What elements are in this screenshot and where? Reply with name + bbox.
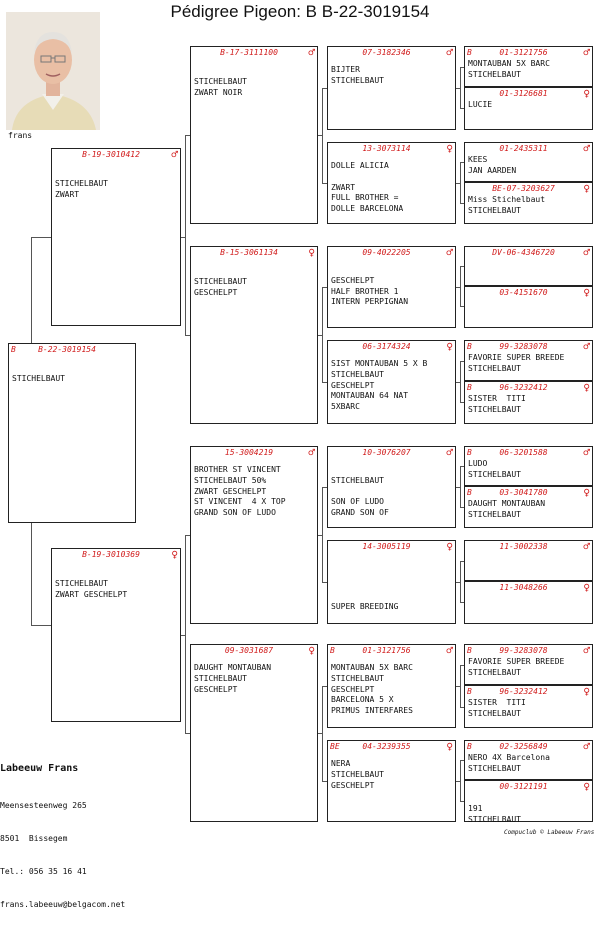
owner-address: Meensesteenweg 265 bbox=[0, 801, 87, 810]
sex-icon: ♂ bbox=[583, 540, 590, 553]
ring-number: 99-3283078 bbox=[499, 646, 548, 655]
pigeon-description: LUDO STICHELBAUT bbox=[468, 459, 521, 479]
ring-number: 11-3048266 bbox=[499, 583, 548, 592]
ring-header bbox=[193, 646, 315, 656]
ring-number: 06-3201588 bbox=[499, 448, 548, 457]
connector-line bbox=[322, 487, 327, 488]
ring-number: B-19-3010369 bbox=[82, 550, 140, 559]
country-prefix: B bbox=[467, 342, 472, 351]
pigeon-card-fmm bbox=[327, 340, 456, 424]
sex-icon: ♂ bbox=[583, 246, 590, 259]
pigeon-description: STICHELBAUT bbox=[12, 374, 65, 383]
pigeon-card-ffff bbox=[464, 46, 593, 87]
connector-line bbox=[185, 335, 190, 336]
sex-icon: ♂ bbox=[308, 446, 315, 459]
connector-line bbox=[460, 665, 464, 666]
ring-number: B-17-3111100 bbox=[220, 48, 278, 57]
sex-icon: ♀ bbox=[583, 780, 590, 793]
sex-icon: ♂ bbox=[308, 46, 315, 59]
ring-header bbox=[193, 448, 315, 458]
pigeon-description: STICHELBAUT ZWART GESCHELPT bbox=[55, 579, 128, 599]
connector-line bbox=[185, 535, 190, 536]
pigeon-description: FAVORIE SUPER BREEDE STICHELBAUT bbox=[468, 353, 565, 373]
connector-line bbox=[322, 686, 323, 781]
country-prefix: B bbox=[467, 646, 472, 655]
connector-line bbox=[460, 361, 461, 402]
connector-line bbox=[322, 88, 327, 89]
ring-header bbox=[467, 687, 590, 697]
country-prefix: B bbox=[467, 687, 472, 696]
pigeon-description: DAUGHT MONTAUBAN STICHELBAUT bbox=[468, 499, 546, 519]
ring-header bbox=[467, 89, 590, 99]
ring-header bbox=[467, 448, 590, 458]
ring-header bbox=[467, 742, 590, 752]
pigeon-card-fff bbox=[327, 46, 456, 130]
sex-icon: ♀ bbox=[583, 381, 590, 394]
sex-icon: ♂ bbox=[583, 142, 590, 155]
ring-header bbox=[193, 48, 315, 58]
pigeon-card-fmfm bbox=[464, 286, 593, 328]
ring-number: DV-06-4346720 bbox=[492, 248, 555, 257]
connector-line bbox=[460, 801, 464, 802]
sex-icon: ♂ bbox=[583, 46, 590, 59]
connector-line bbox=[31, 523, 32, 626]
ring-header bbox=[330, 48, 453, 58]
connector-line bbox=[185, 135, 186, 335]
ring-header bbox=[330, 144, 453, 154]
connector-line bbox=[460, 760, 461, 801]
pigeon-description: SIST MONTAUBAN 5 X B STICHELBAUT GESCHELPT MONTAUBAN 64 NAT 5XBARC bbox=[331, 359, 428, 412]
pigeon-card-mfmf bbox=[464, 540, 593, 581]
pigeon-description: STICHELBAUT GESCHELPT bbox=[194, 277, 247, 297]
pigeon-description: BROTHER ST VINCENT STICHELBAUT 50% ZWART GESCHELPT ST VINCENT 4 X TOP GRAND SON OF LUDO bbox=[194, 465, 286, 518]
sex-icon: ♂ bbox=[446, 644, 453, 657]
sex-icon: ♀ bbox=[583, 286, 590, 299]
connector-line bbox=[460, 361, 464, 362]
connector-line bbox=[460, 760, 464, 761]
pigeon-card-ffm bbox=[327, 142, 456, 224]
ring-number: 09-4022205 bbox=[362, 248, 411, 257]
country-prefix: B bbox=[467, 488, 472, 497]
pigeon-description: STICHELBAUT SON OF LUDO GRAND SON OF bbox=[331, 475, 389, 518]
ring-number: 00-3121191 bbox=[499, 782, 548, 791]
connector-line bbox=[460, 266, 464, 267]
pigeon-card-mmfm bbox=[464, 685, 593, 728]
ring-number: 01-2435311 bbox=[499, 144, 548, 153]
pigeon-card-f bbox=[51, 148, 181, 326]
ring-number: 07-3182346 bbox=[362, 48, 411, 57]
sex-icon: ♀ bbox=[446, 740, 453, 753]
pigeon-card-mfm bbox=[327, 540, 456, 624]
pigeon-card-fffm bbox=[464, 87, 593, 130]
pigeon-card-fm bbox=[190, 246, 318, 424]
pigeon-card-ffmf bbox=[464, 142, 593, 182]
ring-number: 02-3256849 bbox=[499, 742, 548, 751]
connector-line bbox=[460, 602, 464, 603]
sex-icon: ♀ bbox=[446, 142, 453, 155]
pigeon-card-mfff bbox=[464, 446, 593, 486]
country-prefix: B bbox=[467, 383, 472, 392]
ring-number: 96-3232412 bbox=[499, 383, 548, 392]
ring-header bbox=[11, 345, 133, 355]
sex-icon: ♂ bbox=[446, 246, 453, 259]
connector-line bbox=[185, 733, 190, 734]
pigeon-description: NERO 4X Barcelona STICHELBAUT bbox=[468, 753, 550, 773]
owner-photo bbox=[6, 12, 100, 130]
country-prefix: B bbox=[11, 345, 16, 354]
pigeon-description: DOLLE ALICIA ZWART FULL BROTHER = DOLLE BARCELONA bbox=[331, 161, 404, 214]
connector-line bbox=[460, 266, 461, 306]
connector-line bbox=[322, 183, 327, 184]
sex-icon: ♀ bbox=[308, 644, 315, 657]
pigeon-description: SISTER TITI STICHELBAUT bbox=[468, 394, 526, 414]
pigeon-card-mmm bbox=[327, 740, 456, 822]
ring-header bbox=[467, 383, 590, 393]
ring-header bbox=[330, 742, 453, 752]
sex-icon: ♀ bbox=[446, 340, 453, 353]
pigeon-card-mfmm bbox=[464, 581, 593, 624]
sex-icon: ♀ bbox=[308, 246, 315, 259]
ring-header bbox=[467, 583, 590, 593]
connector-line bbox=[460, 466, 464, 467]
pigeon-card-fmff bbox=[464, 246, 593, 286]
pigeon-card-fmmm bbox=[464, 381, 593, 424]
pigeon-description: MONTAUBAN 5X BARC STICHELBAUT GESCHELPT BARCELONA 5 X PRIMUS INTERFARES bbox=[331, 663, 413, 716]
owner-tel: Tel.: 056 35 16 41 bbox=[0, 867, 87, 876]
pigeon-description: FAVORIE SUPER BREEDE STICHELBAUT bbox=[468, 657, 565, 677]
ring-number: 11-3002338 bbox=[499, 542, 548, 551]
pigeon-description: Miss Stichelbaut STICHELBAUT bbox=[468, 195, 546, 215]
ring-number: 14-3005119 bbox=[362, 542, 411, 551]
pigeon-card-m bbox=[51, 548, 181, 722]
ring-number: 96-3232412 bbox=[499, 687, 548, 696]
pigeon-description: DAUGHT MONTAUBAN STICHELBAUT GESCHELPT bbox=[194, 663, 272, 694]
ring-number: 09-3031687 bbox=[224, 646, 274, 655]
ring-header bbox=[467, 542, 590, 552]
connector-line bbox=[322, 382, 327, 383]
ring-header bbox=[467, 288, 590, 298]
ring-header bbox=[467, 646, 590, 656]
ring-number: 10-3076207 bbox=[362, 448, 411, 457]
connector-line bbox=[322, 686, 327, 687]
connector-line bbox=[460, 466, 461, 507]
connector-line bbox=[460, 707, 464, 708]
ring-number: B-15-3061134 bbox=[220, 248, 278, 257]
pigeon-card-mmf bbox=[327, 644, 456, 728]
country-prefix: B bbox=[467, 742, 472, 751]
sex-icon: ♂ bbox=[583, 740, 590, 753]
connector-line bbox=[460, 402, 464, 403]
ring-header bbox=[467, 342, 590, 352]
ring-header bbox=[54, 150, 178, 160]
connector-line bbox=[460, 507, 464, 508]
ring-header bbox=[330, 542, 453, 552]
ring-number: 03-4151670 bbox=[499, 288, 548, 297]
pigeon-card-ff bbox=[190, 46, 318, 224]
connector-line bbox=[31, 237, 51, 238]
pigeon-card-fmf bbox=[327, 246, 456, 328]
connector-line bbox=[460, 162, 461, 203]
country-prefix: BE bbox=[330, 742, 340, 751]
owner-info bbox=[0, 763, 125, 932]
ring-number: 01-3121756 bbox=[499, 48, 548, 57]
footer-credit: Compuclub © Labeeuw Frans bbox=[504, 829, 595, 836]
ring-header bbox=[330, 342, 453, 352]
page-title: Pédigree Pigeon: B B-22-3019154 bbox=[170, 2, 430, 21]
sex-icon: ♂ bbox=[583, 340, 590, 353]
pigeon-card-main bbox=[8, 343, 136, 523]
pigeon-card-mffm bbox=[464, 486, 593, 528]
pigeon-description: SISTER TITI STICHELBAUT bbox=[468, 698, 526, 718]
ring-header bbox=[330, 448, 453, 458]
connector-line bbox=[322, 287, 323, 382]
connector-line bbox=[460, 67, 461, 108]
pigeon-card-fmmf bbox=[464, 340, 593, 381]
country-prefix: B bbox=[467, 48, 472, 57]
pigeon-card-mmmm bbox=[464, 780, 593, 822]
pigeon-card-mmmf bbox=[464, 740, 593, 780]
country-prefix: B bbox=[330, 646, 335, 655]
connector-line bbox=[322, 582, 327, 583]
connector-line bbox=[460, 162, 464, 163]
pigeon-card-ffmm bbox=[464, 182, 593, 224]
sex-icon: ♀ bbox=[583, 685, 590, 698]
ring-number: 15-3004219 bbox=[224, 448, 274, 457]
ring-header bbox=[467, 184, 590, 194]
ring-number: BE-07-3203627 bbox=[492, 184, 555, 193]
sex-icon: ♂ bbox=[583, 644, 590, 657]
ring-header bbox=[467, 782, 590, 792]
connector-line bbox=[31, 237, 32, 343]
connector-line bbox=[460, 203, 464, 204]
pigeon-card-mmff bbox=[464, 644, 593, 685]
connector-line bbox=[322, 88, 323, 183]
country-prefix: B bbox=[467, 448, 472, 457]
pigeon-description: NERA STICHELBAUT GESCHELPT bbox=[331, 759, 384, 790]
ring-header bbox=[467, 248, 590, 258]
pigeon-description: GESCHELPT HALF BROTHER 1 INTERN PERPIGNAN bbox=[331, 275, 409, 307]
ring-header bbox=[193, 248, 315, 258]
pigeon-description: KEES JAN AARDEN bbox=[468, 155, 517, 175]
connector-line bbox=[322, 287, 327, 288]
pigeon-description: STICHELBAUT ZWART NOIR bbox=[194, 77, 247, 97]
pigeon-card-mm bbox=[190, 644, 318, 822]
pigeon-description: SUPER BREEDING bbox=[331, 602, 399, 612]
sex-icon: ♂ bbox=[171, 148, 178, 161]
connector-line bbox=[460, 67, 464, 68]
sex-icon: ♂ bbox=[446, 446, 453, 459]
pigeon-description: STICHELBAUT ZWART bbox=[55, 179, 108, 199]
ring-header bbox=[467, 48, 590, 58]
ring-number: 13-3073114 bbox=[362, 144, 411, 153]
ring-number: 01-3121756 bbox=[362, 646, 411, 655]
pigeon-description: 191 STICHELBAUT bbox=[468, 803, 521, 824]
sex-icon: ♀ bbox=[583, 182, 590, 195]
pigeon-card-mf bbox=[190, 446, 318, 624]
connector-line bbox=[460, 108, 464, 109]
owner-name: Labeeuw Frans bbox=[0, 763, 79, 774]
sex-icon: ♀ bbox=[583, 87, 590, 100]
pigeon-description: LUCIE bbox=[468, 100, 493, 109]
connector-line bbox=[460, 561, 461, 602]
connector-line bbox=[322, 487, 323, 582]
connector-line bbox=[460, 561, 464, 562]
connector-line bbox=[185, 535, 186, 733]
ring-number: 06-3174324 bbox=[362, 342, 411, 351]
ring-number: 03-3041780 bbox=[499, 488, 548, 497]
sex-icon: ♀ bbox=[583, 486, 590, 499]
pigeon-description: BIJTER STICHELBAUT bbox=[331, 65, 384, 85]
ring-number: 01-3126681 bbox=[499, 89, 548, 98]
owner-city: 8501 Bissegem bbox=[0, 834, 68, 843]
ring-header bbox=[330, 248, 453, 258]
ring-number: B-22-3019154 bbox=[38, 345, 96, 354]
pigeon-description: MONTAUBAN 5X BARC STICHELBAUT bbox=[468, 59, 550, 79]
connector-line bbox=[460, 306, 464, 307]
connector-line bbox=[31, 625, 51, 626]
sex-icon: ♀ bbox=[446, 540, 453, 553]
ring-number: 99-3283078 bbox=[499, 342, 548, 351]
sex-icon: ♂ bbox=[583, 446, 590, 459]
connector-line bbox=[322, 781, 327, 782]
ring-header bbox=[467, 488, 590, 498]
ring-number: B-19-3010412 bbox=[82, 150, 140, 159]
ring-header bbox=[330, 646, 453, 656]
ring-header bbox=[467, 144, 590, 154]
connector-line bbox=[460, 665, 461, 707]
ring-number: 04-3239355 bbox=[362, 742, 411, 751]
ring-header bbox=[54, 550, 178, 560]
connector-line bbox=[185, 135, 190, 136]
sex-icon: ♂ bbox=[446, 46, 453, 59]
owner-email: frans.labeeuw@belgacom.net bbox=[0, 900, 126, 909]
sex-icon: ♀ bbox=[171, 548, 178, 561]
sex-icon: ♀ bbox=[583, 581, 590, 594]
photo-caption: frans bbox=[8, 131, 33, 140]
pigeon-card-mff bbox=[327, 446, 456, 528]
